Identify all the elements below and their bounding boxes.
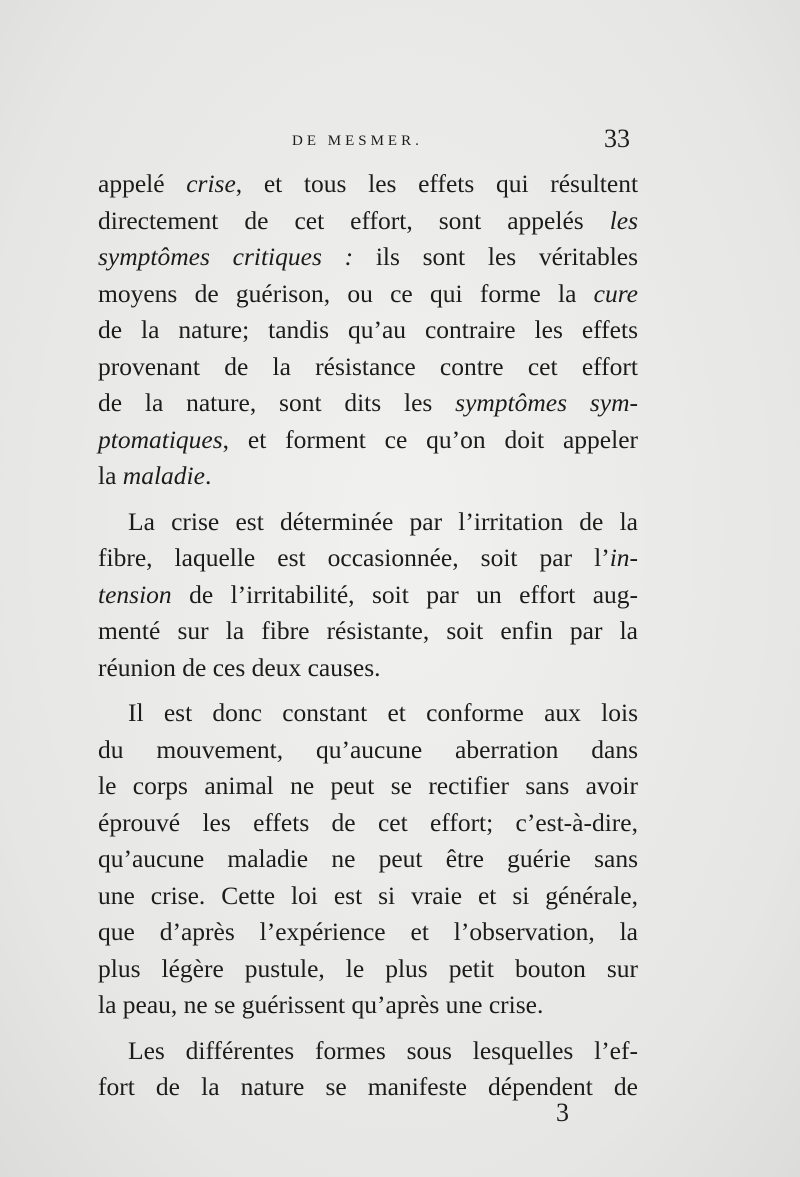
signature-mark: 3 (556, 1098, 569, 1127)
text-line: réunion de ces deux causes. (98, 652, 381, 682)
text-line: une crise. Cette loi est si vraie et si générale, (98, 880, 638, 910)
text-line: moyens de guérison, ou ce qui forme la cure (98, 278, 639, 308)
text-line: de la nature; tandis qu’au contraire les effets (98, 315, 638, 344)
text-line: le corps animal ne peut se rectifier sans avoir (98, 771, 638, 800)
text-line: directement de cet effort, sont appelés les (98, 205, 639, 235)
text-line: du mouvement, qu’aucune aberration dans (98, 734, 638, 764)
text-line: que d’après l’expérience et l’observation, la (98, 917, 638, 946)
text-line: fort de la nature se manifeste dépendent de (98, 1072, 638, 1101)
text-line: Les différentes formes sous lesquelles l’ef- (128, 1035, 638, 1065)
text-line: symptômes critiques : ils sont les véritables (98, 242, 639, 271)
text-line: plus légère pustule, le plus petit bouton sur (98, 953, 638, 983)
text-line: Il est donc constant et conforme aux lois (128, 698, 638, 727)
text-line: La crise est déterminée par l’irritation de la (128, 506, 638, 536)
text-line: appelé crise, et tous les effets qui résultent (98, 169, 639, 198)
text-line: fibre, laquelle est occasionnée, soit par l’in- (98, 543, 639, 572)
text-line: la peau, ne se guérissent qu’après une crise. (98, 990, 544, 1019)
body-text (98, 166, 638, 1106)
text-line: éprouvé les effets de cet effort; c’est-à-dire, (98, 807, 638, 837)
text-line: provenant de la résistance contre cet effort (98, 351, 638, 381)
page-number: 33 (604, 124, 630, 153)
text-line: qu’aucune maladie ne peut être guérie sans (98, 844, 638, 873)
text-line: de la nature, sont dits les symptômes sym- (98, 388, 639, 417)
text-line: menté sur la fibre résistante, soit enfin par la (98, 616, 638, 645)
text-line: la maladie. (98, 461, 212, 490)
text-line: tension de l’irritabilité, soit par un effort aug- (98, 579, 639, 609)
running-head: DE MESMER. (292, 133, 423, 149)
text-line: ptomatiques, et forment ce qu’on doit appeler (98, 424, 638, 454)
